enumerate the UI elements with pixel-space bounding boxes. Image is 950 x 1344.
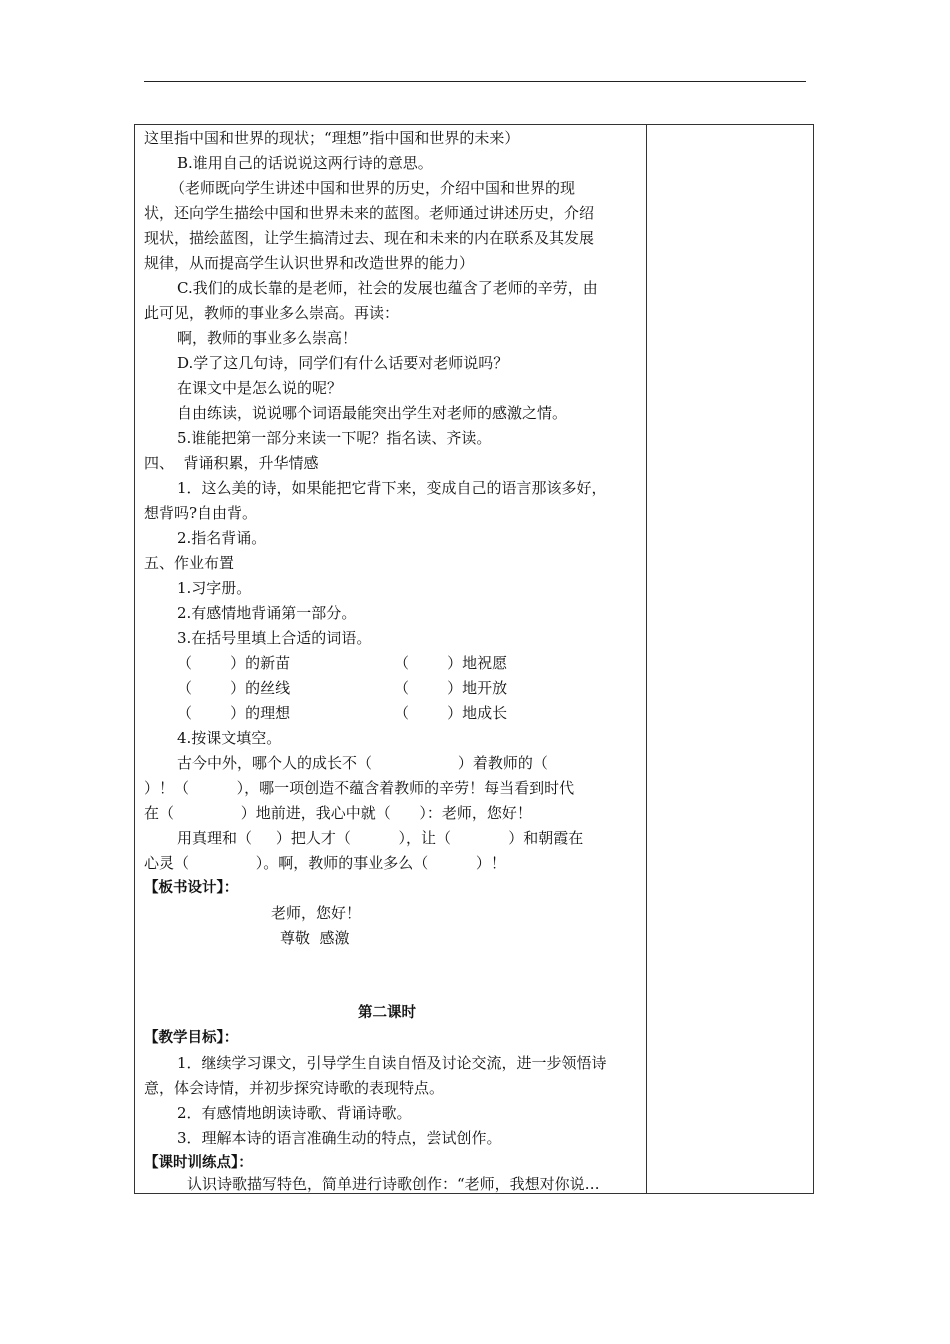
- cloze-line: 用真理和（ ）把人才（ ），让（ ）和朝霞在: [177, 829, 584, 847]
- text-line: 啊，教师的事业多么崇高！: [177, 329, 358, 347]
- text-line: 意，体会诗情，并初步探究诗歌的表现特点。: [144, 1079, 445, 1097]
- teaching-goals-heading: 【教学目标】：: [144, 1030, 239, 1046]
- training-points-heading: 【课时训练点】：: [144, 1155, 253, 1171]
- text-line: 1.习字册。: [177, 579, 252, 597]
- cloze-line: 心灵（ ）。啊，教师的事业多么（ ）！: [144, 854, 506, 872]
- cloze-line: 在（ ）地前进，我心中就（ ）：老师，您好！: [144, 804, 532, 822]
- cloze-line: ）！（ ），哪一项创造不蕴含着教师的辛劳！每当看到时代: [144, 779, 575, 797]
- text-line: 现状，描绘蓝图，让学生搞清过去、现在和未来的内在联系及其发展: [144, 229, 595, 247]
- table-column-divider: [646, 124, 647, 1194]
- fill-blank-item: （ ）的新苗: [177, 654, 291, 672]
- fill-blank-item: （ ）地开放: [394, 679, 508, 697]
- lesson-period-title: 第二课时: [358, 1005, 416, 1021]
- text-line: 3.在括号里填上合适的词语。: [177, 629, 372, 647]
- text-line: 3．理解本诗的语言准确生动的特点，尝试创作。: [177, 1129, 502, 1147]
- section-heading: 五、作业布置: [144, 554, 235, 572]
- text-line: 此可见，教师的事业多么崇高。再读：: [144, 304, 400, 322]
- text-line: 2.指名背诵。: [177, 529, 267, 547]
- fill-blank-item: （ ）地祝愿: [394, 654, 508, 672]
- text-line: 5.谁能把第一部分来读一下呢？指名读、齐读。: [177, 429, 492, 447]
- text-line: 想背吗?自由背。: [144, 504, 258, 522]
- text-line: 1．继续学习课文，引导学生自读自悟及讨论交流，进一步领悟诗: [177, 1054, 607, 1072]
- text-line: B.谁用自己的话说说这两行诗的意思。: [177, 154, 433, 172]
- text-line: 规律，从而提高学生认识世界和改造世界的能力）: [144, 254, 475, 272]
- text-line: 2．有感情地朗读诗歌、背诵诗歌。: [177, 1104, 412, 1122]
- text-line: 认识诗歌描写特色，简单进行诗歌创作：“老师，我想对你说…: [187, 1175, 600, 1193]
- header-rule: [144, 81, 806, 82]
- fill-blank-item: （ ）的丝线: [177, 679, 291, 697]
- board-design-line: 老师，您好！: [271, 904, 362, 922]
- fill-blank-item: （ ）的理想: [177, 704, 291, 722]
- board-design-heading: 【板书设计】：: [144, 880, 239, 896]
- text-line: 状，还向学生描绘中国和世界未来的蓝图。老师通过讲述历史，介绍: [144, 204, 595, 222]
- text-line: 这里指中国和世界的现状；“理想”指中国和世界的未来）: [144, 129, 520, 147]
- text-line: D.学了这几句诗，同学们有什么话要对老师说吗？: [177, 354, 509, 372]
- text-line: 4.按课文填空。: [177, 729, 282, 747]
- text-line: 1．这么美的诗，如果能把它背下来，变成自己的语言那该多好，: [177, 479, 607, 497]
- text-line: 自由练读，说说哪个词语最能突出学生对老师的感激之情。: [177, 404, 568, 422]
- text-line: （老师既向学生讲述中国和世界的历史，介绍中国和世界的现: [170, 179, 576, 197]
- board-design-line: 尊敬 感激: [280, 929, 350, 947]
- section-heading: 四、 背诵积累，升华情感: [144, 454, 319, 472]
- fill-blank-item: （ ）地成长: [394, 704, 508, 722]
- cloze-line: 古今中外，哪个人的成长不（ ）着教师的（: [177, 754, 548, 772]
- text-line: C.我们的成长靠的是老师，社会的发展也蕴含了老师的辛劳，由: [177, 279, 598, 297]
- text-line: 在课文中是怎么说的呢？: [177, 379, 343, 397]
- text-line: 2.有感情地背诵第一部分。: [177, 604, 357, 622]
